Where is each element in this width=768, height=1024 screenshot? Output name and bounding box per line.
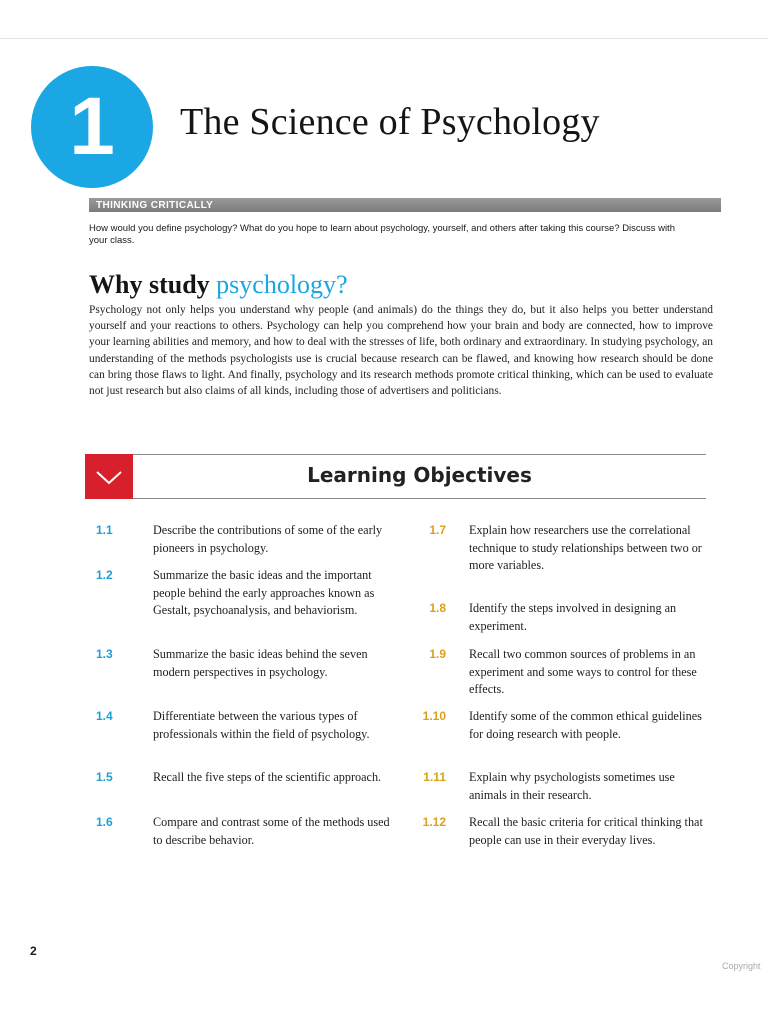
objective-item xyxy=(89,522,393,557)
objective-text: Identify some of the common ethical guidelines for doing research with people. xyxy=(469,709,702,741)
objective-text: Differentiate between the various types of professionals within the field of psychology. xyxy=(153,709,370,741)
chapter-number-badge xyxy=(31,66,153,188)
objective-item xyxy=(399,600,704,635)
objective-text: Describe the contributions of some of the early pioneers in psychology. xyxy=(153,523,383,555)
objective-item xyxy=(399,522,704,575)
objective-number: 1.4 xyxy=(96,709,113,723)
thinking-critically-label: THINKING CRITICALLY xyxy=(96,199,214,211)
objective-item xyxy=(89,567,393,620)
objective-text: Summarize the basic ideas behind the seven modern perspectives in psychology. xyxy=(153,647,368,679)
learning-objectives-icon-box xyxy=(85,454,133,499)
copyright-text: Copyright xyxy=(722,961,761,971)
why-study-heading-plain: Why study xyxy=(89,270,217,299)
learning-objectives-header xyxy=(85,454,706,499)
page-number: 2 xyxy=(30,944,37,958)
objective-item xyxy=(399,814,704,849)
learning-objectives-top-rule xyxy=(133,454,706,455)
why-study-body: Psychology not only helps you understand why people (and animals) do the things they do, but it also helps you better understand yourself and your reactions to others. Psychology can help you comprehend how your brain and body are connected, how to improve your learning abilities and memory, and how to deal with the stresses of life, both ordinary and extraordinary. In studying psychology, an understanding of the methods psychologists use is crucial because research can be flawed, and knowing how research should be done can bring those flaws to light. And finally, psychology and its research methods promote critical thinking, which can be used to evaluate not just research but also claims of all kinds, including those of advertisers and politicians. xyxy=(89,304,713,398)
thinking-critically-bar xyxy=(89,198,721,212)
top-divider xyxy=(0,38,768,39)
objective-item xyxy=(89,814,393,849)
objective-item xyxy=(89,769,393,787)
objective-text: Explain how researchers use the correlational technique to study relationships between two or more variables. xyxy=(469,523,702,572)
objective-text: Recall the basic criteria for critical thinking that people can use in their everyday lives. xyxy=(469,815,703,847)
learning-objectives-bottom-rule xyxy=(133,498,706,499)
why-study-heading xyxy=(89,270,348,300)
objective-text: Recall the five steps of the scientific approach. xyxy=(153,770,382,784)
objective-text: Explain why psychologists sometimes use animals in their research. xyxy=(469,770,675,802)
chapter-title: The Science of Psychology xyxy=(180,101,600,143)
objective-number: 1.9 xyxy=(429,647,446,661)
objective-text: Compare and contrast some of the methods used to describe behavior. xyxy=(153,815,390,847)
objective-item xyxy=(399,646,704,699)
objective-number: 1.8 xyxy=(429,601,446,615)
checkmark-icon xyxy=(94,467,124,487)
objective-number: 1.5 xyxy=(96,770,113,784)
objective-number: 1.6 xyxy=(96,815,113,829)
objective-item xyxy=(399,769,704,804)
objective-number: 1.2 xyxy=(96,568,113,582)
objective-item xyxy=(89,646,393,681)
objective-text: Summarize the basic ideas and the important people behind the early approaches known as Gestalt, psychoanalysis, and behaviorism. xyxy=(153,568,375,617)
objective-number: 1.3 xyxy=(96,647,113,661)
objective-number: 1.1 xyxy=(96,523,113,537)
chapter-number: 1 xyxy=(69,81,115,172)
objective-number: 1.7 xyxy=(429,523,446,537)
objective-text: Recall two common sources of problems in an experiment and some ways to control for these effects. xyxy=(469,647,697,696)
objective-item xyxy=(89,708,393,743)
learning-objectives-title: Learning Objectives xyxy=(307,463,532,487)
thinking-critically-question: How would you define psychology? What do you hope to learn about psychology, yourself, and others after taking this course? Discuss with your class. xyxy=(89,223,675,246)
objective-item xyxy=(399,708,704,743)
why-study-heading-accent: psychology? xyxy=(216,270,348,299)
objective-number: 1.10 xyxy=(422,709,446,723)
objective-number: 1.12 xyxy=(422,815,446,829)
objective-text: Identify the steps involved in designing an experiment. xyxy=(469,601,677,633)
objective-number: 1.11 xyxy=(423,770,446,784)
